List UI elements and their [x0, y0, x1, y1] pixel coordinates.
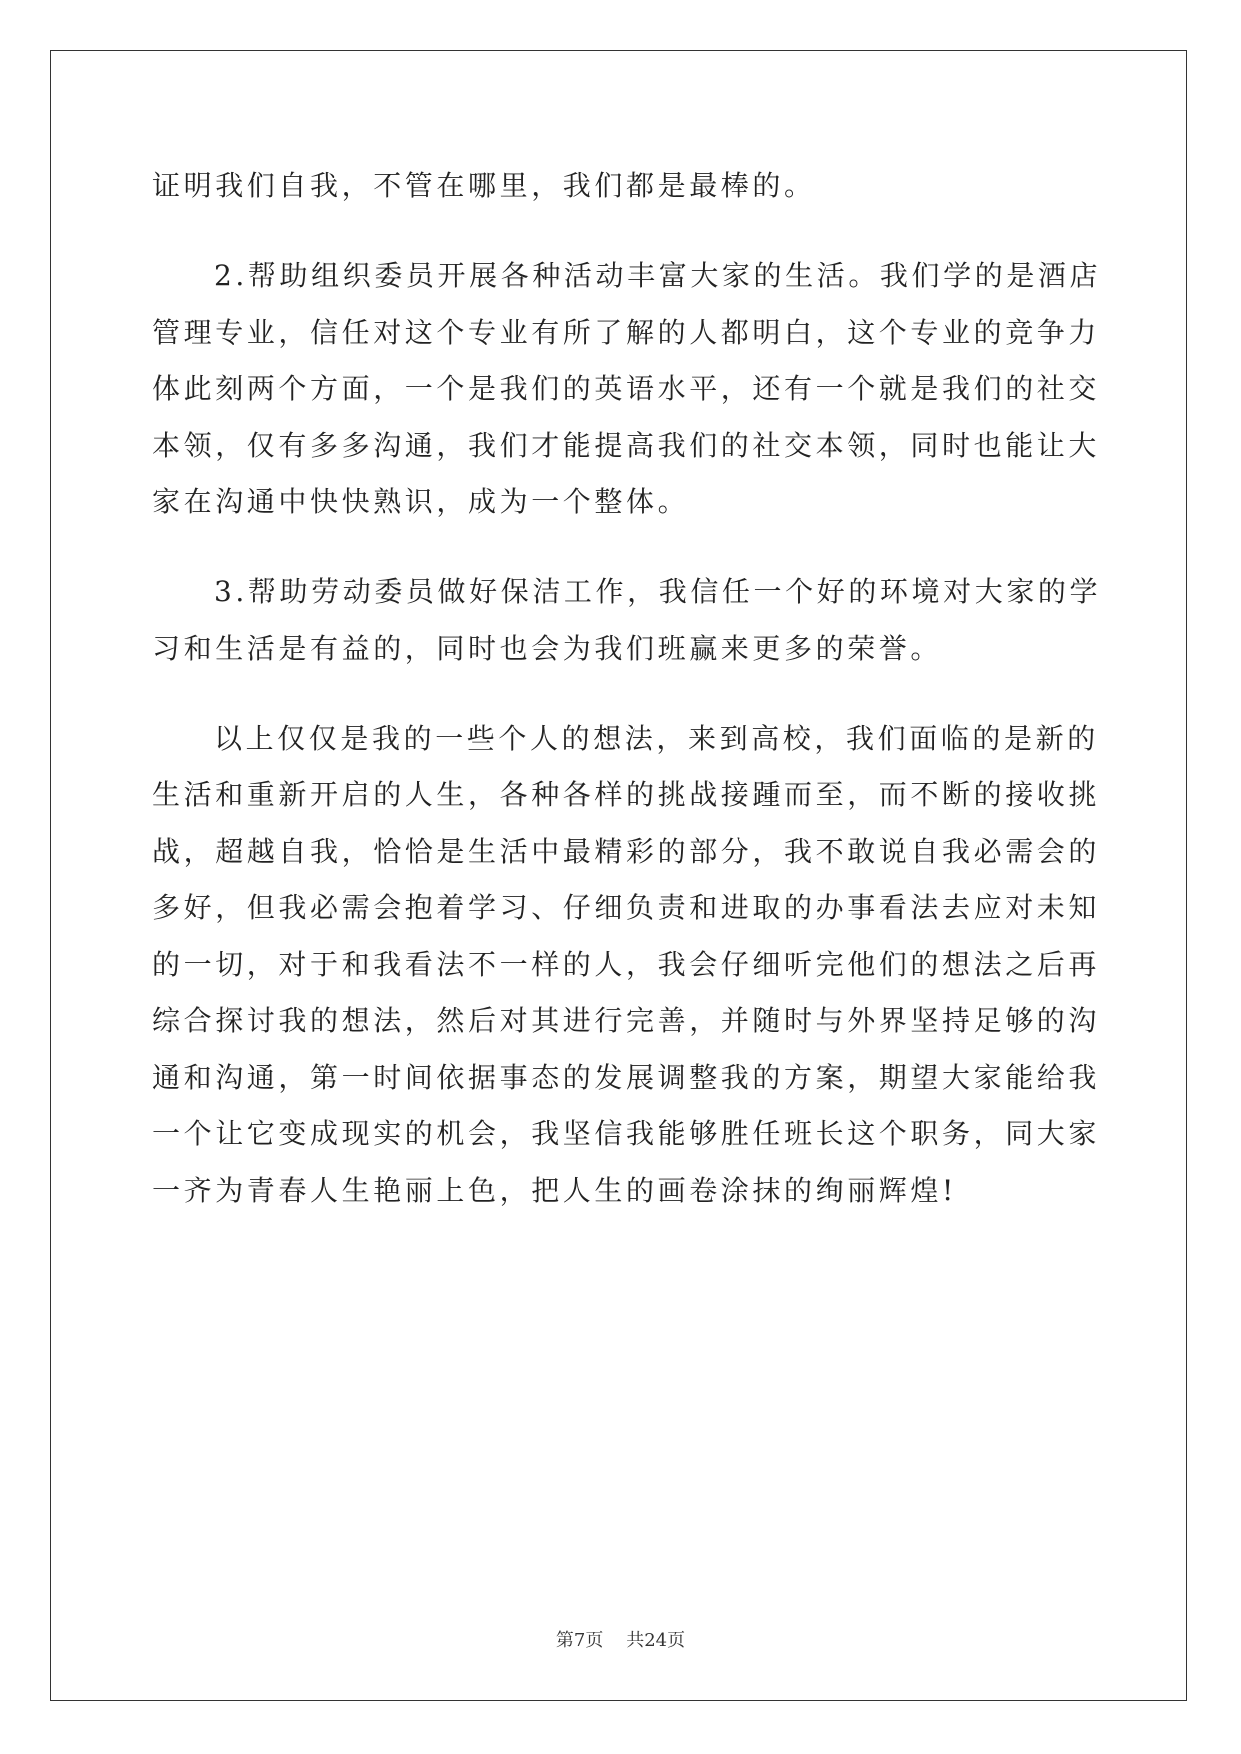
text-line: 2.帮助组织委员开展各种活动丰富大家的生活。我们学的是酒店: [214, 259, 1102, 292]
text-line: 管理专业，信任对这个专业有所了解的人都明白，这个专业的竞争力: [152, 315, 1101, 349]
text-line: 战，超越自我，恰恰是生活中最精彩的部分，我不敢说自我必需会的: [152, 834, 1101, 868]
text-line: 通和沟通，第一时间依据事态的发展调整我的方案，期望大家能给我: [152, 1060, 1101, 1094]
text-line: 习和生活是有益的，同时也会为我们班赢来更多的荣誉。: [152, 631, 943, 665]
text-line: 一个让它变成现实的机会，我坚信我能够胜任班长这个职务，同大家: [152, 1117, 1101, 1150]
page-number: 第7页 共24页: [555, 1630, 686, 1651]
text-line: 证明我们自我，不管在哪里，我们都是最棒的。: [152, 169, 816, 202]
text-line: 体此刻两个方面，一个是我们的英语水平，还有一个就是我们的社交: [152, 372, 1101, 405]
text-line: 的一切，对于和我看法不一样的人，我会仔细听完他们的想法之后再: [152, 947, 1101, 981]
text-line: 生活和重新开启的人生，各种各样的挑战接踵而至，而不断的接收挑: [152, 778, 1101, 811]
text-line: 综合探讨我的想法，然后对其进行完善，并随时与外界坚持足够的沟: [152, 1004, 1101, 1037]
text-line: 3.帮助劳动委员做好保洁工作，我信任一个好的环境对大家的学: [214, 575, 1102, 608]
text-line: 多好，但我必需会抱着学习、仔细负责和进取的办事看法去应对未知: [152, 891, 1101, 924]
text-line: 一齐为青春人生艳丽上色，把人生的画卷涂抹的绚丽辉煌!: [152, 1173, 957, 1207]
text-line: 家在沟通中快快熟识，成为一个整体。: [152, 485, 690, 518]
text-line: 以上仅仅是我的一些个人的想法，来到高校，我们面临的是新的: [214, 721, 1099, 755]
text-line: 本领，仅有多多沟通，我们才能提高我们的社交本领，同时也能让大: [152, 428, 1101, 462]
page-footer: [0, 1630, 1241, 1652]
document-body: [152, 158, 1102, 1219]
